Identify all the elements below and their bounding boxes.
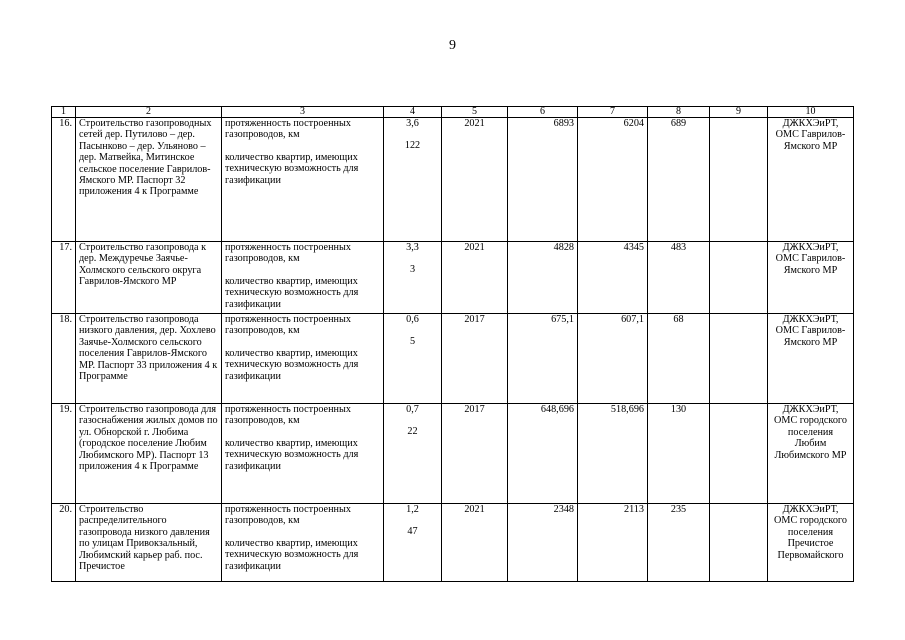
- value-apartments: 122: [404, 140, 421, 152]
- amount-col9: [710, 504, 768, 582]
- value-apartments: 22: [407, 426, 418, 438]
- indicators: [222, 404, 384, 504]
- page-number: 9: [449, 38, 456, 53]
- year-cell: 2021: [442, 118, 508, 242]
- header-row: [52, 107, 854, 118]
- indicator-apartments: количество квартир, имеющих техническую возможность для газификации: [225, 347, 359, 382]
- amount-col9: [710, 314, 768, 404]
- header-cell-1: 1: [52, 107, 76, 118]
- amount-col7: 4345: [578, 242, 648, 314]
- amount-col6: 675,1: [508, 314, 578, 404]
- value-length: 0,6: [406, 314, 419, 325]
- amount-col8: 68: [648, 314, 710, 404]
- indicators: [222, 242, 384, 314]
- amount-col8: 483: [648, 242, 710, 314]
- project-name: Строительство газопровода к дер. Междуречье Заячье-Холмского сельского округа Гаврилов-Ямского МР: [76, 242, 222, 314]
- indicator-length: протяженность построенных газопроводов, км: [225, 504, 351, 527]
- table-row: [52, 118, 854, 242]
- amount-col6: 6893: [508, 118, 578, 242]
- executor: ДЖКХЭиРТ, ОМС Гаврилов-Ямского МР: [768, 118, 854, 242]
- row-number: 17.: [52, 242, 76, 314]
- indicator-values: [384, 242, 442, 314]
- amount-col9: [710, 118, 768, 242]
- indicator-apartments: количество квартир, имеющих техническую возможность для газификации: [225, 275, 359, 310]
- indicators: [222, 504, 384, 582]
- indicators: [222, 118, 384, 242]
- header-cell-2: 2: [76, 107, 222, 118]
- amount-col9: [710, 404, 768, 504]
- executor: ДЖКХЭиРТ, ОМС городского поселения Любим Любимского МР: [768, 404, 854, 504]
- amount-col8: 235: [648, 504, 710, 582]
- executor: ДЖКХЭиРТ, ОМС Гаврилов-Ямского МР: [768, 242, 854, 314]
- project-name: Строительство газопровода для газоснабжения жилых домов по ул. Обнорской г. Любима (городское поселение Любим Любимского МР). Паспорт 13 приложения 4 к Программе: [76, 404, 222, 504]
- year-cell: 2017: [442, 314, 508, 404]
- header-cell-10: 10: [768, 107, 854, 118]
- header-cell-4: 4: [384, 107, 442, 118]
- indicator-length: протяженность построенных газопроводов, км: [225, 118, 351, 141]
- indicator-values: [384, 118, 442, 242]
- row-number: 18.: [52, 314, 76, 404]
- indicator-values: [384, 314, 442, 404]
- amount-col8: 130: [648, 404, 710, 504]
- value-apartments: 3: [409, 264, 416, 276]
- indicator-apartments: количество квартир, имеющих техническую возможность для газификации: [225, 437, 359, 472]
- indicator-length: протяженность построенных газопроводов, км: [225, 404, 351, 427]
- indicator-apartments: количество квартир, имеющих техническую возможность для газификации: [225, 151, 359, 186]
- indicator-length: протяженность построенных газопроводов, км: [225, 242, 351, 265]
- header-cell-6: 6: [508, 107, 578, 118]
- header-cell-8: 8: [648, 107, 710, 118]
- amount-col7: 518,696: [578, 404, 648, 504]
- indicator-apartments: количество квартир, имеющих техническую возможность для газификации: [225, 537, 359, 572]
- row-number: 16.: [52, 118, 76, 242]
- amount-col9: [710, 242, 768, 314]
- amount-col8: 689: [648, 118, 710, 242]
- value-apartments: 5: [409, 336, 416, 348]
- header-cell-7: 7: [578, 107, 648, 118]
- header-cell-9: 9: [710, 107, 768, 118]
- amount-col7: 607,1: [578, 314, 648, 404]
- value-length: 3,6: [406, 118, 419, 129]
- amount-col7: 2113: [578, 504, 648, 582]
- value-apartments: 47: [407, 526, 418, 538]
- indicator-values: [384, 504, 442, 582]
- table-row: [52, 404, 854, 504]
- value-length: 3,3: [406, 242, 419, 253]
- table-row: [52, 314, 854, 404]
- value-length: 1,2: [406, 504, 419, 515]
- program-table: [51, 106, 854, 582]
- executor: ДЖКХЭиРТ, ОМС городского поселения Пречистое Первомайского: [768, 504, 854, 582]
- executor: ДЖКХЭиРТ, ОМС Гаврилов-Ямского МР: [768, 314, 854, 404]
- indicators: [222, 314, 384, 404]
- table-row: [52, 242, 854, 314]
- indicator-values: [384, 404, 442, 504]
- year-cell: 2021: [442, 242, 508, 314]
- amount-col7: 6204: [578, 118, 648, 242]
- project-name: Строительство газопровода низкого давления, дер. Хохлево Заячье-Холмского сельского поселения Гаврилов-Ямского МР. Паспорт 33 приложения 4 к Программе: [76, 314, 222, 404]
- indicator-length: протяженность построенных газопроводов, км: [225, 314, 351, 337]
- project-name: Строительство газопроводных сетей дер. Путилово – дер. Пасынково – дер. Ульяново – дер. Матвейка, Митинское сельское поселение Гаврилов-Ямского МР. Паспорт 32 приложения 4 к Программе: [76, 118, 222, 242]
- header-cell-5: 5: [442, 107, 508, 118]
- amount-col6: 648,696: [508, 404, 578, 504]
- amount-col6: 2348: [508, 504, 578, 582]
- project-name: Строительство распределительного газопровода низкого давления по улицам Привокзальный, Любимский карьер раб. пос. Пречистое: [76, 504, 222, 582]
- value-length: 0,7: [406, 404, 419, 415]
- year-cell: 2021: [442, 504, 508, 582]
- row-number: 20.: [52, 504, 76, 582]
- header-cell-3: 3: [222, 107, 384, 118]
- row-number: 19.: [52, 404, 76, 504]
- amount-col6: 4828: [508, 242, 578, 314]
- table-row: [52, 504, 854, 582]
- year-cell: 2017: [442, 404, 508, 504]
